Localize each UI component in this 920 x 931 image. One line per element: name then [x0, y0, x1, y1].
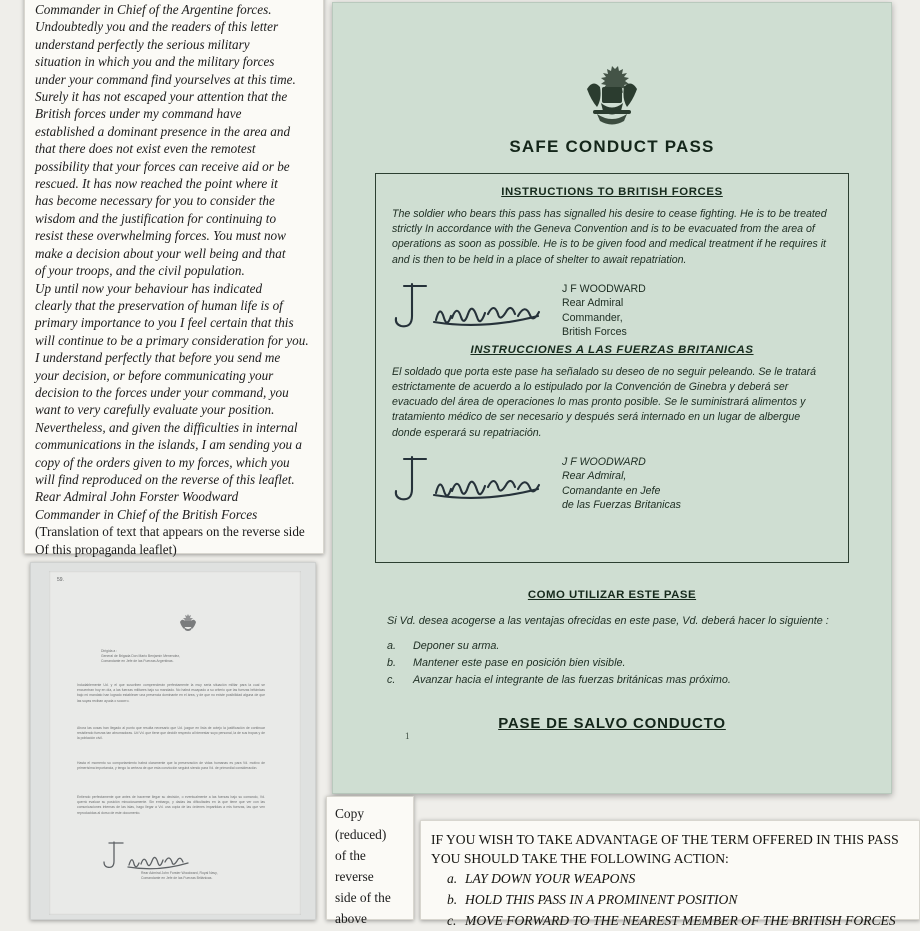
reverse-signoff: [141, 871, 269, 881]
caption-line: Copy: [335, 806, 365, 821]
spanish-instructions-heading: INSTRUCCIONES A LAS FUERZAS BRITANICAS: [470, 343, 754, 356]
handwritten-signature-icon: [392, 276, 562, 338]
list-marker: b.: [447, 892, 458, 907]
translation-leaflet: [24, 0, 324, 557]
translation-line: make a decision about your well being and that: [35, 245, 286, 261]
action-item-list: [431, 868, 909, 931]
action-intro-line-2: YOU SHOULD TAKE THE FOLLOWING ACTION:: [431, 851, 729, 866]
handwritten-signature-icon: [392, 449, 562, 511]
reverse-paragraph-2: Ahora las cosas han llegado al punto que resulta necesario que Ud. juzgue en lista de cotejo la justificación de continuar resistiendo fuerzas tan abrumadoras. Ud Vd. que tiene que decidir respecto al bienestar suyo personal, la de sus tropas y de la población civil.: [77, 726, 265, 741]
how-to-use-intro: Si Vd. desea acogerse a las ventajas ofrecidas en este pase, Vd. deberá hacer lo siguiente :: [387, 615, 829, 627]
translation-line: rescued. It has now reached the point where it: [35, 176, 278, 192]
caption-line: (reduced): [335, 827, 387, 842]
translation-line: Commander in Chief of the British Forces: [35, 506, 258, 522]
translation-note-block: [35, 523, 313, 558]
reverse-paragraph-4: Entiendo perfectamente que antes de hacerme llegar su decisión, o eventualmente a las fuerzas bajo su comando, Vd. querrá evaluar su posición minuciosamente. Sin embargo, y dadas las dificultades en la que tiene que ver con las comunicaciones internas de las islas, hago llegar a Vd. una copia de las órdenes impartidas a mis fuerzas, las que ven reproducidas al dorso de este documento.: [77, 795, 265, 815]
translation-line: Undoubtedly you and the readers of this letter: [35, 19, 279, 35]
translation-line: primary importance to you I feel certain that this: [35, 315, 294, 331]
english-instructions-heading: INSTRUCTIONS TO BRITISH FORCES: [501, 186, 723, 198]
translation-line: wisdom and the justification for continuing to: [35, 210, 277, 226]
translation-line: Commander in Chief of the Argentine forces.: [35, 2, 272, 17]
translation-line: copy of the orders given to my forces, which you: [35, 454, 290, 470]
translation-text-block: [35, 1, 313, 523]
list-marker: a.: [447, 871, 458, 886]
how-to-use-body: [387, 613, 837, 689]
list-item-text: Mantener este pase en posición bien visible.: [413, 657, 626, 669]
translation-line: possibility that your forces can receive aid or be: [35, 158, 290, 174]
translation-line: will find reproduced on the reverse of this leaflet.: [35, 471, 295, 487]
translation-line: your decision, or before communicating your: [35, 367, 274, 383]
caption-line: above: [335, 911, 367, 926]
translation-line: Surely it has not escaped your attention that the: [35, 89, 288, 105]
signature-name-line: de las Fuerzas Britanicas: [562, 499, 681, 512]
spanish-signature-name: [562, 449, 681, 513]
pass-title: SAFE CONDUCT PASS: [509, 137, 715, 156]
archive-stamp-number: 59.: [57, 577, 64, 583]
signature-name-line: British Forces: [562, 326, 627, 339]
translation-line: resist these overwhelming forces. You must now: [35, 228, 286, 244]
reverse-sheet: [49, 571, 301, 915]
list-marker: c.: [387, 674, 396, 686]
translation-line: Nevertheless, and given the difficulties in internal: [35, 419, 298, 435]
reverse-signoff-line: Comandante en Jefe de las Fuerzas Británicas.: [141, 876, 213, 881]
signature-name-line: Commander,: [562, 311, 623, 324]
royal-crest-icon: [177, 613, 199, 635]
caption-line: of the: [335, 848, 366, 863]
reverse-addressee-line: Dirigida a :: [101, 649, 118, 653]
translation-line: Up until now your behaviour has indicated: [35, 280, 263, 296]
translation-line: want to very carefully evaluate your position.: [35, 402, 275, 418]
signature-name-line: Rear Admiral,: [562, 470, 627, 483]
action-item: [431, 910, 909, 931]
action-item: [431, 889, 909, 910]
signature-name-line: Rear Admiral: [562, 297, 624, 310]
translation-note-line: Of this propaganda leaflet): [35, 541, 177, 557]
reverse-signoff-line: Rear Admiral John Forster Woodward, Royal Navy,: [141, 871, 218, 875]
english-signature-name: [562, 276, 646, 340]
caption-text: [335, 803, 405, 929]
english-instructions-body: The soldier who bears this pass has signalled his desire to cease fighting. He is to be treated strictly In accordance with the Geneva Convention and is to be evacuated from the area of operations as soon as possible. He is to be given food and medical treatment if he requires it and is then to be held in a place of shelter to await repatriation.: [392, 208, 827, 266]
translation-note-line: (Translation of text that appears on the reverse side: [35, 524, 305, 540]
reverse-side-reduced-copy: [30, 562, 316, 920]
translation-line: I understand perfectly that before you send me: [35, 350, 281, 366]
how-to-use-item: [387, 672, 837, 689]
translation-line: decision to the forces under your command, you: [35, 384, 289, 400]
pass-footer-title: PASE DE SALVO CONDUCTO: [498, 715, 726, 732]
safe-conduct-pass-leaflet: [332, 2, 892, 794]
signature-name-line: J F WOODWARD: [562, 282, 646, 295]
reverse-addressee: [101, 649, 251, 665]
reverse-addressee-line: Comandante en Jefe de las Fuerzas Argentinas.: [101, 659, 174, 664]
signature-name-line: Comandante en Jefe: [562, 484, 661, 497]
list-marker: b.: [387, 657, 397, 669]
spanish-signature-block: [392, 449, 832, 513]
translation-line: Rear Admiral John Forster Woodward: [35, 489, 239, 505]
translation-line: established a dominant presence in the area and: [35, 123, 291, 139]
how-to-use-item: [387, 638, 837, 655]
reverse-addressee-line: General de Brigada Don Mario Benjamín Menendez,: [101, 654, 180, 659]
caption-slip: [326, 796, 414, 926]
list-item-text: HOLD THIS PASS IN A PROMINENT POSITION: [465, 892, 738, 907]
how-to-use-heading: COMO UTILIZAR ESTE PASE: [527, 589, 697, 601]
translation-line: has become necessary for you to consider the: [35, 193, 275, 209]
list-marker: c.: [447, 913, 457, 928]
how-to-use-list: [387, 638, 837, 689]
action-item: [431, 868, 909, 889]
translation-line: under your command find yourselves at this time.: [35, 71, 296, 87]
caption-line: side of the: [335, 890, 391, 905]
list-marker: a.: [387, 640, 397, 652]
translation-line: that there does not exist even the remotest: [35, 141, 256, 157]
reverse-paragraph-1: Indudablemente Ud. y el que suscriben comprenderán perfectamente la muy seria situación militar para la cual se encuentran hoy en día, a las fuerzas militares bajo su mandado. No habrá escapado a su criterio que las fuerzas británicas bajo mi mandato han logrado establecer una presencia dominante en el área, y de que no existe posibilidad alguna de que las suyas reciban ayuda o socorro.: [77, 683, 265, 703]
page-mark: 1: [405, 731, 410, 741]
translation-line: clearly that the preservation of human life is of: [35, 297, 283, 313]
royal-crest-icon: [577, 63, 647, 125]
translation-line: British forces under my command have: [35, 106, 242, 122]
translation-line: will continue to be a primary consideration for you.: [35, 332, 309, 348]
action-instructions-strip: [420, 820, 920, 928]
list-item-text: Avanzar hacia el integrante de las fuerzas británicas mas próximo.: [413, 674, 731, 686]
translation-line: communications in the islands, I am sending you a: [35, 437, 303, 453]
signature-name-line: J F WOODWARD: [562, 455, 646, 468]
translation-line: understand perfectly the serious military: [35, 36, 250, 52]
list-item-text: Deponer su arma.: [413, 640, 500, 652]
list-item-text: LAY DOWN YOUR WEAPONS: [465, 871, 636, 886]
translation-line: of your troops, and the civil population.: [35, 263, 245, 279]
translation-line: situation in which you and the military forces: [35, 54, 275, 70]
how-to-use-item: [387, 655, 837, 672]
list-item-text: MOVE FORWARD TO THE NEAREST MEMBER OF THE BRITISH FORCES: [465, 913, 896, 928]
english-signature-block: [392, 276, 832, 340]
action-intro-line-1: IF YOU WISH TO TAKE ADVANTAGE OF THE TERM OFFERED IN THIS PASS: [431, 832, 899, 847]
spanish-instructions-body: El soldado que porta este pase ha señalado su deseo de no seguir peleando. Se le tratará estrictamente de acuerdo a lo estipulado por la Convención de Ginebra y deberá ser evacuado del área de operaciones lo mas pronto posible. Se le suministrará alimentos y tratamiento médico de ser necesario y después será internado en un lugar de albergue donde esperará su repatriación.: [392, 365, 817, 439]
caption-line: reverse: [335, 869, 374, 884]
pass-instruction-box: [375, 173, 849, 563]
reverse-paragraph-3: Hasta el momento su comportamiento habrá claramente que la preservación de vidas humanas es para Vd. motivo de primerísima importancia, y tengo la certeza de que esta convicción seguirá siendo para Vd. de primordial consideración.: [77, 761, 265, 771]
